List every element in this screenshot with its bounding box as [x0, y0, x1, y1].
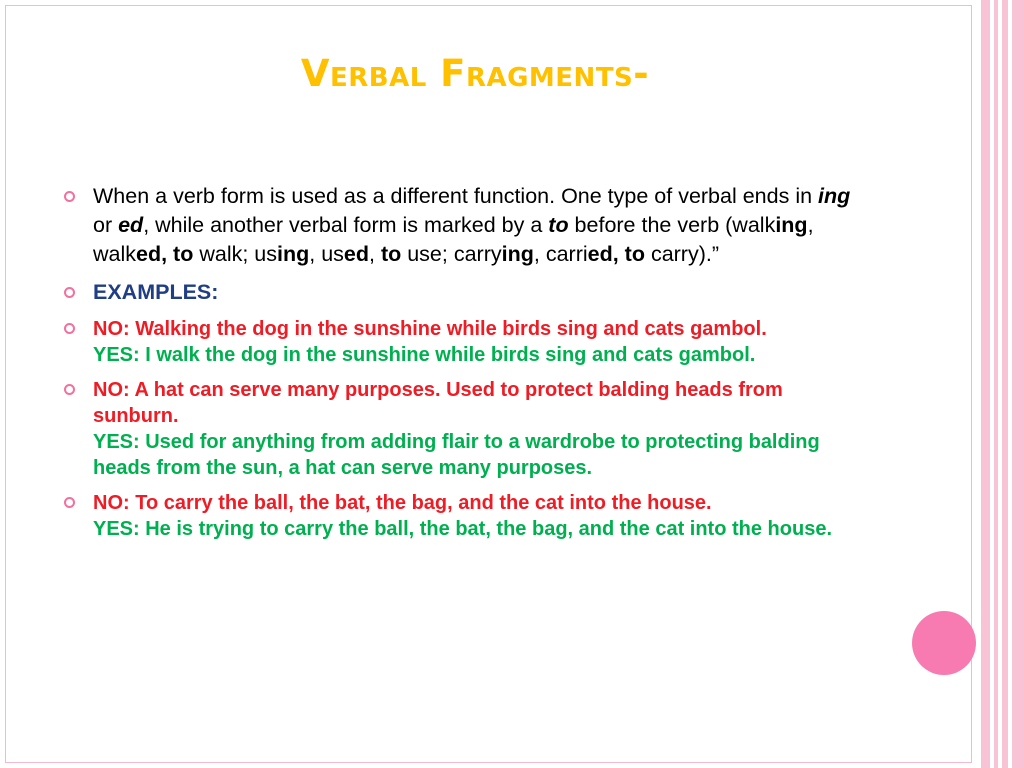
examples-heading: EXAMPLES: [93, 280, 219, 304]
decorative-stripe [981, 0, 990, 768]
example-yes: YES: Used for anything from adding flair to a wardrobe to protecting balding heads from the sun, a hat can serve many purposes. [93, 431, 820, 479]
example-no: NO: A hat can serve many purposes. Used to protect balding heads from sunburn. [93, 379, 783, 427]
slide-title: Verbal Fragments- [300, 52, 650, 95]
definition-text: When a verb form is used as a different function. One type of verbal ends in ing or ed, while another verbal form is marked by a to before the verb (walking, walked, to walk; using, used, to use; carrying, carried, to carry).” [93, 184, 851, 266]
example-yes: YES: He is trying to carry the ball, the bat, the bag, and the cat into the house. [93, 518, 833, 540]
example-no: NO: Walking the dog in the sunshine while birds sing and cats gambol. [93, 318, 767, 340]
bullet-icon [64, 191, 75, 202]
decorative-stripe [994, 0, 998, 768]
bullet-icon [64, 323, 75, 334]
bullet-example-3 [64, 490, 864, 542]
example-no: NO: To carry the ball, the bat, the bag, and the cat into the house. [93, 492, 712, 514]
bullet-icon [64, 384, 75, 395]
example-yes: YES: I walk the dog in the sunshine while birds sing and cats gambol. [93, 344, 756, 366]
bullet-icon [64, 287, 75, 298]
decorative-stripe [1012, 0, 1024, 768]
bullet-definition [64, 182, 864, 269]
bullet-icon [64, 497, 75, 508]
bullet-example-2 [64, 377, 864, 481]
bullet-example-1 [64, 316, 864, 368]
bullet-list [64, 182, 864, 551]
decorative-circle [912, 611, 976, 675]
bullet-examples-heading [64, 278, 864, 307]
decorative-stripe [1002, 0, 1008, 768]
